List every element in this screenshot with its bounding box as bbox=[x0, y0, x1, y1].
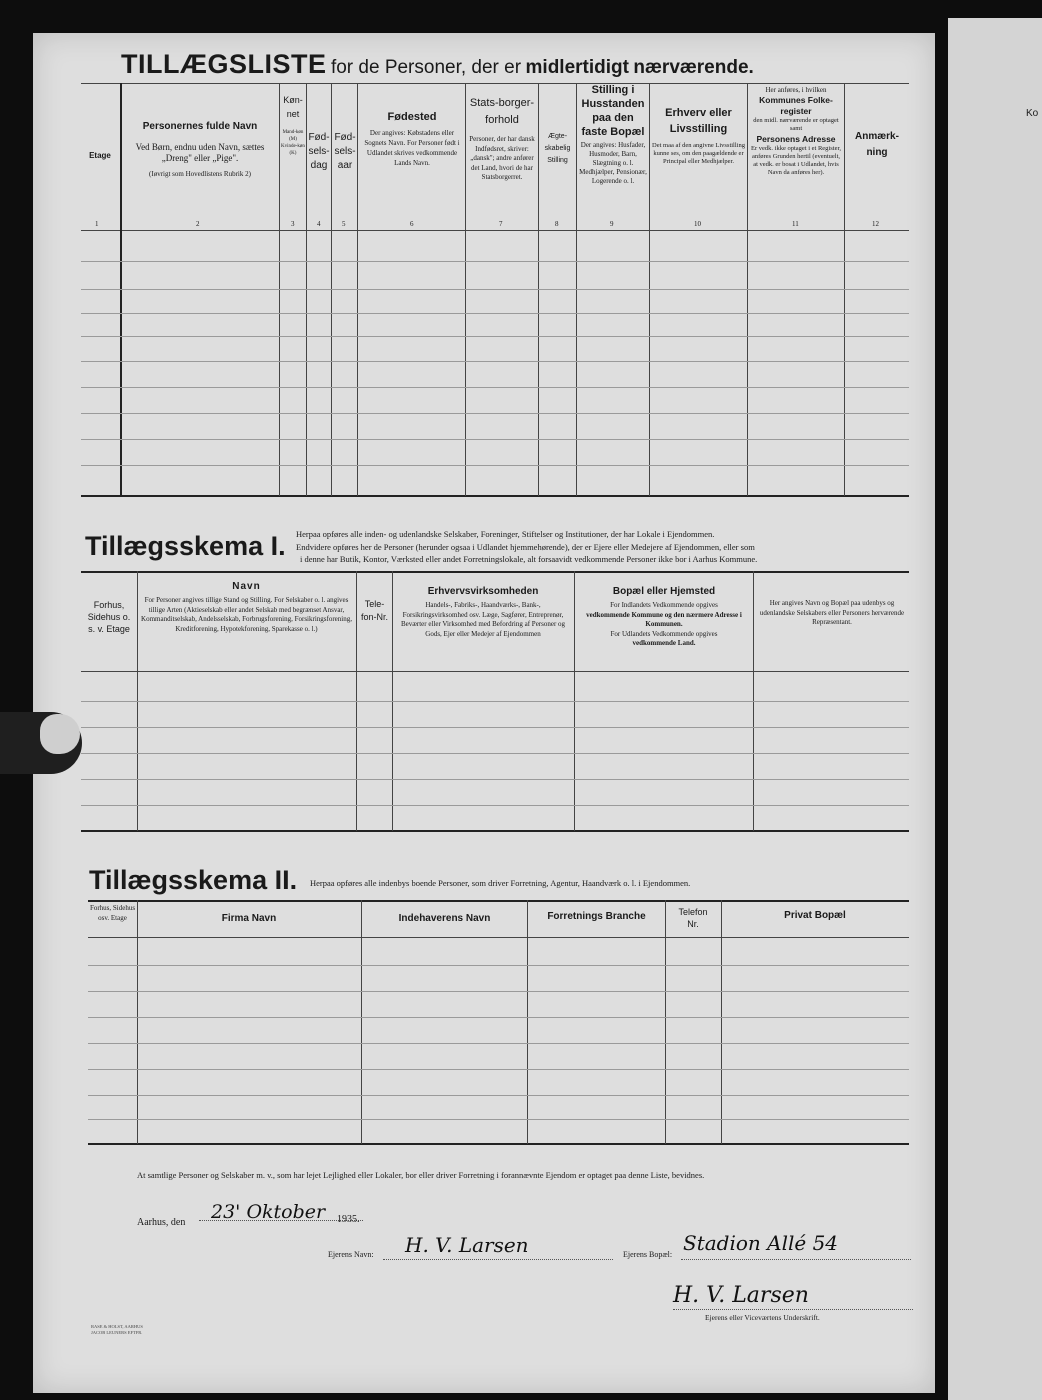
colnum-5: 5 bbox=[342, 220, 346, 228]
s1-col-residence-title: Bopæl eller Hjemsted bbox=[612, 586, 716, 597]
colnum-4: 4 bbox=[317, 220, 321, 228]
col-household-title: Stilling i Husstanden paa den faste Bopæl bbox=[581, 84, 645, 138]
col-birthplace-sub: Der angives: Købstadens eller Sognets Navn. For Personer født i Udlandet skrives vedkommende Lands Navn. bbox=[364, 129, 460, 167]
col-birthplace-title: Fødested bbox=[387, 111, 437, 123]
s1-col-representative: Her angives Navn og Bopæl paa udenbys og udenlandske Selskabers eller Personers herværende Repræsentant. bbox=[759, 599, 905, 626]
col-name-sub: Ved Børn, endnu uden Navn, sættes „Dreng" eller „Pige". bbox=[135, 142, 265, 163]
s1-col-business-sub: Handels-, Fabriks-, Haandværks-, Bank-, Forsikringsvirksomhed osv. Læge, Sagfører, Entreprenør, Beværter eller Virksomhed med Befordring af Personer og Gods, Ejer eller Medejer af Ejendommen bbox=[400, 601, 566, 638]
footer-year: 1935. bbox=[337, 1214, 360, 1225]
colnum-10: 10 bbox=[694, 220, 701, 228]
s1-col-name bbox=[139, 581, 354, 634]
skema1-desc1: Herpaa opføres alle inden- og udenlandske Selskaber, Foreninger, Stiftelser og Institutioner, der har Lokale i Ejendommen. bbox=[296, 529, 715, 539]
s1-col-business bbox=[394, 586, 572, 639]
colnum-9: 9 bbox=[610, 220, 614, 228]
signature-handwritten: H. V. Larsen bbox=[673, 1283, 809, 1308]
adjacent-page-text: Ko bbox=[1026, 108, 1039, 119]
col-birthyear: Fød-sels-aar bbox=[334, 132, 356, 171]
s1-col-residence-sub2: vedkommende Kommune og den nærmere Adresse i Kommunen. bbox=[586, 610, 742, 628]
s1-col-residence-sub3: For Udlandets Vedkommende opgives bbox=[610, 629, 718, 638]
col-registry-a: Her anføres, i hvilken bbox=[765, 86, 827, 94]
col-occupation-sub: Det maa af den angivne Livsstilling kunne ses, om den paagældende er Principal eller Medhjælper. bbox=[652, 142, 745, 165]
owner-address-handwritten: Stadion Allé 54 bbox=[683, 1231, 839, 1255]
s1-col-residence-sub1: For Indlandets Vedkommende opgives bbox=[610, 601, 718, 609]
col-name-note: (Iøvrigt som Hovedlistens Rubrik 2) bbox=[149, 170, 251, 178]
s2-col-floor: Forhus, Sidehus osv. Etage bbox=[89, 904, 136, 922]
col-remarks: Anmærk-ning bbox=[855, 131, 899, 158]
col-occupation bbox=[651, 105, 746, 166]
skema2-title: Tillægsskema II. bbox=[89, 865, 298, 895]
s1-col-floor: Forhus, Sidehus o. s. v. Etage bbox=[87, 600, 131, 634]
skema1-title: Tillægsskema I. bbox=[85, 531, 286, 561]
s2-col-firm: Firma Navn bbox=[221, 913, 277, 924]
title-bold2: midlertidigt bbox=[525, 57, 629, 78]
col-household-sub: Der angives: Husfader, Husmoder, Barn, Slægtning o. l. Medhjælper, Pensionær, Logerende o. l. bbox=[579, 141, 647, 185]
footer-statement: At samtlige Personer og Selskaber m. v., som har lejet Lejlighed eller Lokaler, bor eller driver Forretning i forannævnte Ejendom er optaget paa denne Liste, bevidnes. bbox=[137, 1170, 705, 1180]
title-mid: for de Personer, der er bbox=[330, 57, 522, 78]
s2-col-owner: Indehaverens Navn bbox=[398, 913, 491, 924]
signature-label: Ejerens eller Viceværtens Underskrift. bbox=[705, 1313, 820, 1322]
col-occupation-title: Erhverv eller Livsstilling bbox=[665, 107, 732, 135]
s1-col-name-sub: For Personer angives tillige Stand og Stilling. For Selskaber o. l. angives tillige Arten (Aktieselskab eller andet Selskab med begrænset Ansvar, Kommanditselskab, Andelsselskab, Forbrugsforening, Forsikringsforening, Kreditforening, Hypotekforening, Sparekasse o. l.) bbox=[141, 596, 352, 633]
col-registry-d: Personens Adresse bbox=[756, 134, 836, 144]
col-registry bbox=[749, 86, 843, 177]
main-title bbox=[121, 49, 754, 80]
owner-address-label: Ejerens Bopæl: bbox=[623, 1250, 673, 1259]
colnum-1: 1 bbox=[95, 220, 99, 228]
col-gender bbox=[281, 93, 305, 157]
colnum-8: 8 bbox=[555, 220, 559, 228]
footer-date-handwritten: 23' Oktober bbox=[211, 1201, 326, 1223]
col-marital: Ægte-skabelig Stilling bbox=[544, 133, 571, 164]
col-registry-c: den midl. nærværende er optaget samt bbox=[753, 117, 839, 132]
col-name-title: Personernes fulde Navn bbox=[142, 121, 258, 132]
title-bold: TILLÆGSLISTE bbox=[121, 49, 327, 79]
col-registry-b: Kommunes Folke-register bbox=[759, 95, 833, 116]
s1-col-residence bbox=[576, 586, 752, 649]
col-registry-e: Er vedk. ikke optaget i et Register, anføres Grunden hertil (eventuelt, at vedk. er bosat i Udlandet, hvis Navn da anføres her). bbox=[751, 145, 841, 176]
colnum-2: 2 bbox=[196, 220, 200, 228]
owner-name-handwritten: H. V. Larsen bbox=[405, 1233, 529, 1257]
skema1-description bbox=[296, 528, 916, 566]
col-etage: Etage bbox=[89, 151, 111, 160]
col-birthplace bbox=[361, 111, 463, 168]
skema1-desc3: i denne har Butik, Kontor, Værksted eller andet Forretningslokale, alt forsaavidt vedkommende Personer ikke bor i Aarhus Kommune. bbox=[300, 554, 758, 564]
col-citizenship-title: Stats-borger-forhold bbox=[469, 97, 535, 126]
colnum-11: 11 bbox=[792, 220, 799, 228]
colnum-12: 12 bbox=[872, 220, 879, 228]
col-gender-sub: Mand-køn (M) Kvinde-køn (K) bbox=[281, 130, 305, 156]
col-birthday: Fød-sels-dag bbox=[308, 132, 330, 171]
title-bold3: nærværende. bbox=[633, 57, 754, 78]
owner-name-label: Ejerens Navn: bbox=[328, 1250, 374, 1259]
col-gender-title: Køn-net bbox=[283, 95, 303, 119]
adjacent-page bbox=[948, 18, 1042, 1400]
s1-col-name-title: Navn bbox=[232, 581, 261, 592]
printer-mark: RASE & HOLST, AARHUS JACOB LEUNERS EFTFR. bbox=[91, 1324, 143, 1335]
footer-city: Aarhus, den bbox=[137, 1217, 186, 1228]
col-name bbox=[123, 121, 277, 178]
thumbnail bbox=[40, 714, 80, 754]
colnum-7: 7 bbox=[499, 220, 503, 228]
s1-col-phone: Tele-fon-Nr. bbox=[360, 599, 388, 622]
skema2-description: Herpaa opføres alle indenbys boende Personer, som driver Forretning, Agentur, Haandværk o. l. i Ejendommen. bbox=[310, 878, 691, 888]
s1-col-business-title: Erhvervsvirksomheden bbox=[427, 586, 539, 597]
form-page bbox=[33, 33, 935, 1393]
s2-col-phone: Telefon Nr. bbox=[678, 907, 708, 929]
col-citizenship bbox=[467, 95, 537, 183]
colnum-6: 6 bbox=[410, 220, 414, 228]
s1-col-residence-sub4: vedkommende Land. bbox=[632, 639, 696, 647]
s2-col-branch: Forretnings Branche bbox=[547, 911, 646, 922]
col-household bbox=[578, 83, 648, 186]
colnum-3: 3 bbox=[291, 220, 295, 228]
col-citizenship-sub: Personer, der har dansk Indfødsret, skriver: „dansk"; andre anfører det Land, hvori de har Statsborgerret. bbox=[469, 135, 535, 181]
skema1-desc2: Endvidere opføres her de Personer (herunder ogsaa i Udlandet hjemmehørende), der er Ejere eller Medejere af Ejendommen, eller som bbox=[296, 541, 755, 552]
s2-col-private-address: Privat Bopæl bbox=[784, 910, 846, 921]
